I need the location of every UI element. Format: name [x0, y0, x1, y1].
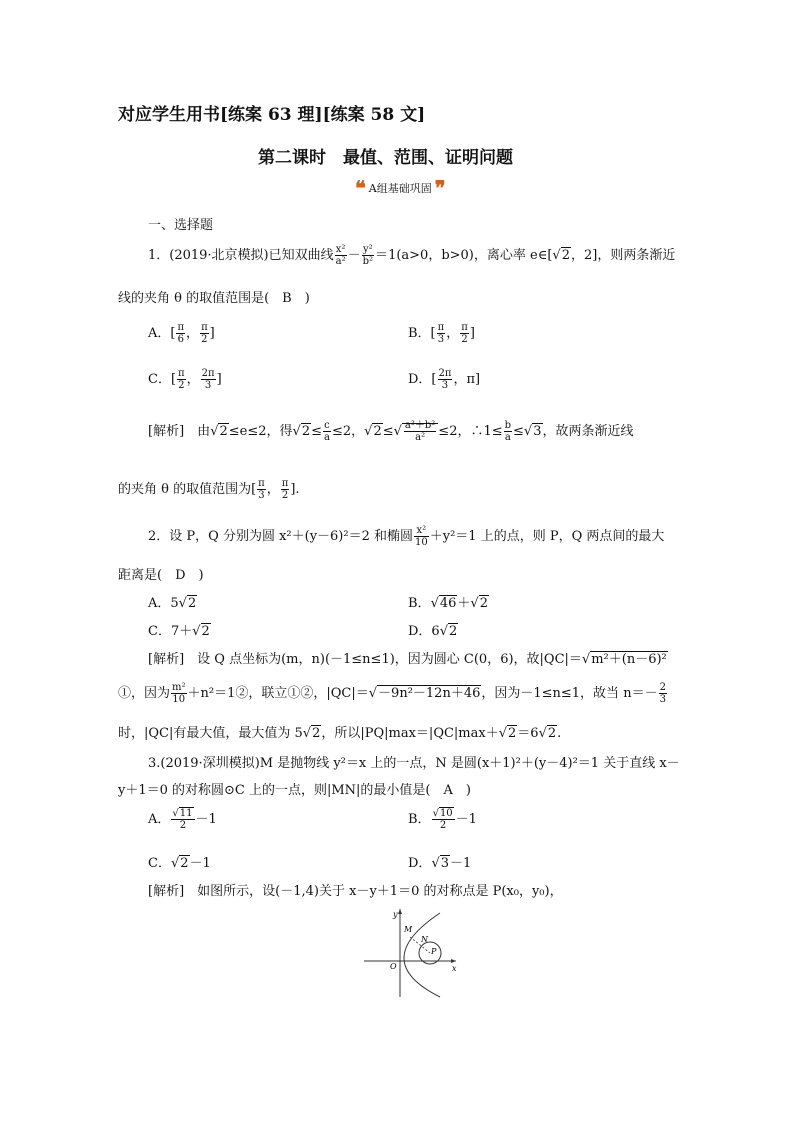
q2-solution-line3: 时，|QC|有最大值，最大值为 5√2，所以|PQ|max＝|QC|max＋√2＝6√2.: [118, 726, 562, 741]
q1-option-c: C．[ $\frac{\pi}{2}$ ， $\frac{2\pi}{3}$ ]: [148, 368, 222, 391]
q3-option-c: C．√2－1: [148, 856, 211, 871]
section-title: 一、选择题: [148, 218, 214, 233]
label-o: O: [390, 962, 397, 971]
q3-line1: 3.(2019·深圳模拟)M 是抛物线 y²＝x 上的一点，N 是圆(x＋1)²＋(y－4)²＝1 关于直线 x－: [148, 756, 680, 771]
q1-line2: 线的夹角 θ 的取值范围是( B ): [118, 291, 310, 306]
label-p: P: [431, 947, 437, 956]
q2-option-b: B．√46＋√2: [408, 596, 488, 611]
q3-line2: y＋1＝0 的对称圆⊙C 上的一点，则|MN|的最小值是( A ): [118, 783, 471, 798]
q2-solution-line2: ①，因为 $\frac{\text{m²}}{10}$ ＋n²＝1②，联立①②，|QC|＝√－9n²－12n＋46，因为－1≤n≤1，故当 n＝－ $\frac{2}{3}$: [118, 682, 666, 705]
quote-close-icon: ❞: [434, 176, 446, 200]
q2-solution-line1: [解析] 设 Q 点坐标为(m，n)(－1≤n≤1)，因为圆心 C(0，6)，故|QC|＝√m²＋(n－6)²: [148, 652, 667, 667]
q3-option-a: A． $\frac{√11}{2}$ －1: [148, 808, 217, 831]
q1-solution-line1: [解析] 由√2≤e≤2，得√2≤ $\frac{c}{a}$ ≤2，√2≤√ $\frac{\text{a²＋b²}}{\text{a²}}$ ≤2，∴1≤ $\frac{b}{a}$ ≤√3，故两条渐近线: [148, 420, 634, 443]
q3-solution-line1: [解析] 如图所示，设(－1,4)关于 x－y＋1＝0 的对称点是 P(x₀，y₀)，: [148, 884, 563, 899]
quote-open-icon: ❝: [355, 176, 366, 200]
label-y: y: [393, 910, 398, 919]
q1-option-b: B．[ $\frac{\pi}{3}$ ， $\frac{\pi}{2}$ ]: [408, 322, 475, 345]
q2-line2: 距离是( D ): [118, 568, 204, 583]
q1-solution-line2: 的夹角 θ 的取值范围为[ $\frac{\pi}{3}$ ， $\frac{\pi}{2}$ ].: [118, 478, 300, 501]
parabola-circle-figure: [360, 905, 460, 1000]
q1-line1: 1．(2019·北京模拟)已知双曲线 $\frac{\text{x²}}{\text{a²}}$ － $\frac{\text{y²}}{\text{b²}}$ ＝1(a>0，b>0)，离心率 e∈[√2，2]，则两条渐近: [148, 244, 676, 267]
label-n: N: [421, 935, 428, 944]
q3-option-b: B． $\frac{√10}{2}$ －1: [408, 808, 477, 831]
q2-option-a: A．5√2: [148, 596, 197, 611]
q2-option-d: D．6√2: [408, 624, 458, 639]
lesson-title: 第二课时 最值、范围、证明问题: [258, 148, 513, 168]
label-x: x: [452, 964, 457, 973]
q1-option-a: A．[ $\frac{\pi}{6}$ ， $\frac{\pi}{2}$ ]: [148, 322, 215, 345]
group-badge: [355, 176, 446, 200]
label-m: M: [404, 925, 413, 934]
book-reference: 对应学生用书[练案 63 理][练案 58 文]: [118, 105, 426, 125]
q2-line1: 2．设 P，Q 分别为圆 x²＋(y－6)²＝2 和椭圆 $\frac{\text{x²}}{10}$ ＋y²＝1 上的点，则 P，Q 两点间的最大: [148, 525, 665, 548]
group-badge-label: A组基础巩固: [368, 182, 432, 195]
q3-option-d: D．√3－1: [408, 856, 472, 871]
q1-option-d: D．[ $\frac{2\pi}{3}$ ，π]: [408, 368, 481, 391]
q2-option-c: C．7＋√2: [148, 624, 210, 639]
